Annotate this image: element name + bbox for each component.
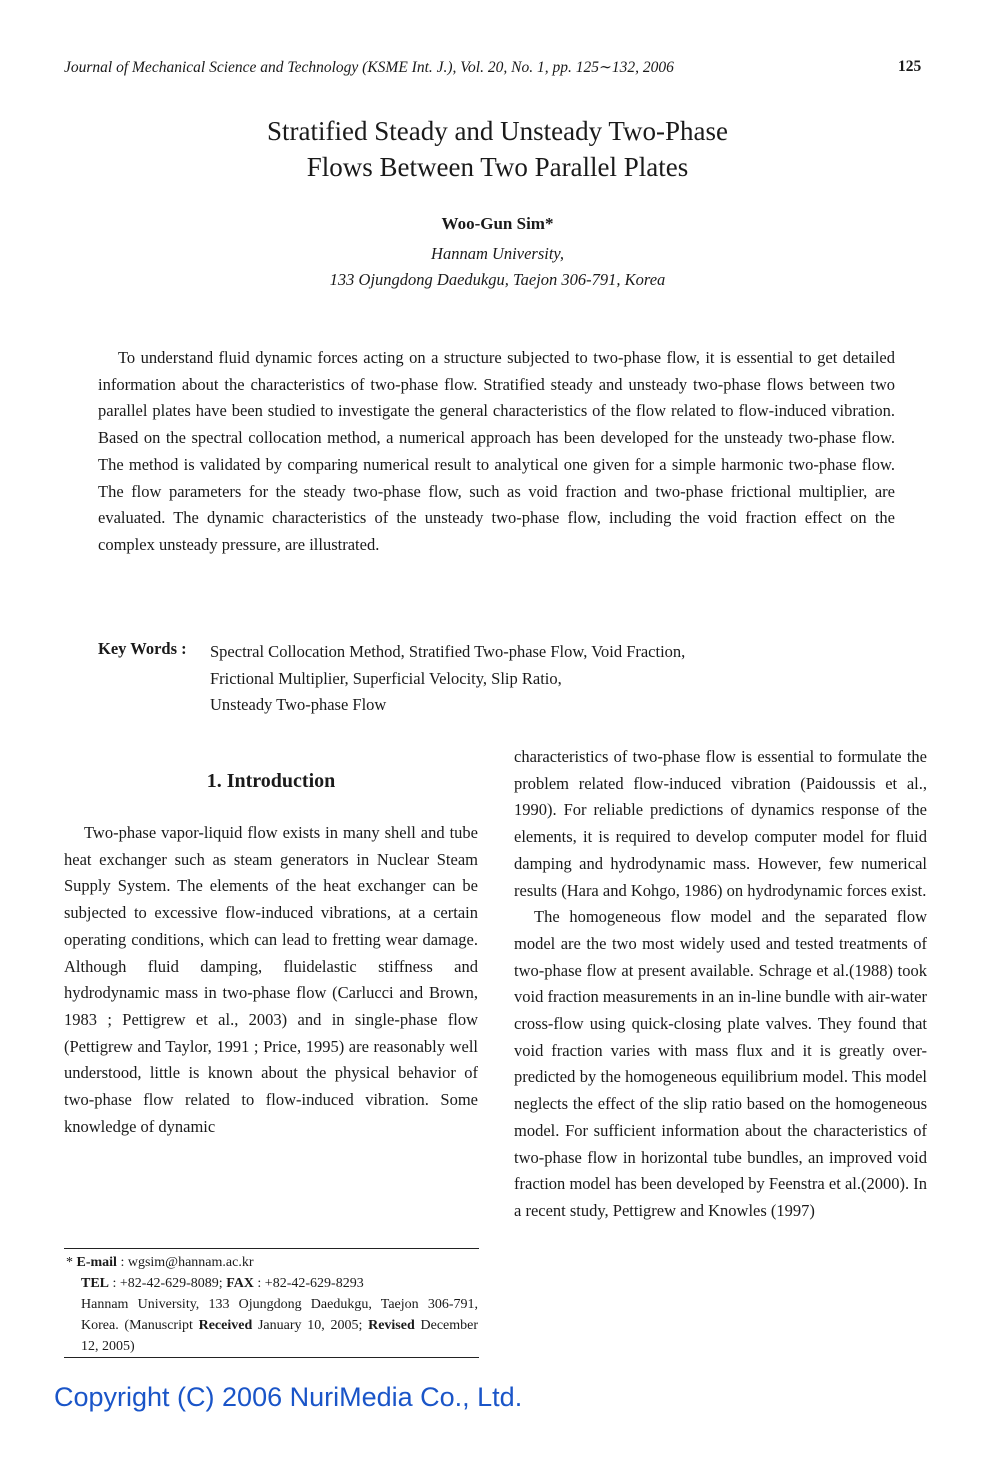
title-line-1: Stratified Steady and Unsteady Two-Phase [266, 116, 729, 146]
keywords-line-3: Unsteady Two-phase Flow [210, 695, 387, 714]
paper-title [0, 113, 995, 185]
right-paragraph-2: The homogeneous flow model and the separated flow model are the two most widely used and tested treatments of two-phase flow at present available. Schrage et al.(1988) took void fraction measurements in an in-line bundle with air-water cross-flow using quick-closing plate valves. They found that void fraction varies with mass flux and it is greatly over-predicted by the homogeneous equilibrium model. This model neglects the effect of the slip ratio based on the homogeneous model. For sufficient information about the characteristics of two-phase flow in horizontal tube bundles, an improved void fraction model has been developed by Feenstra et al.(2000). In a recent study, Pettigrew and Knowles (1997) [514, 907, 927, 1220]
keywords [210, 639, 900, 719]
footnote-address [66, 1294, 478, 1357]
email-label: E-mail [76, 1255, 117, 1270]
footnote [66, 1252, 478, 1357]
received-date: January 10, 2005; [257, 1318, 363, 1333]
keywords-label: Key Words : [98, 639, 187, 658]
affiliation-line-1: Hannam University, [431, 244, 564, 263]
journal-header: Journal of Mechanical Science and Technology (KSME Int. J.), Vol. 20, No. 1, pp. 125∼132, 2006 [64, 59, 674, 76]
footnote-divider-top [64, 1248, 479, 1249]
title-line-2: Flows Between Two Parallel Plates [306, 152, 689, 182]
tel-value: : +82-42-629-8089; [112, 1276, 223, 1291]
received-label: Received [198, 1318, 253, 1333]
footnote-divider-bottom [64, 1357, 479, 1358]
keywords-line-2: Frictional Multiplier, Superficial Velocity, Slip Ratio, [210, 668, 562, 688]
fax-value: : +82-42-629-8293 [257, 1276, 364, 1291]
introduction-left-column: Two-phase vapor-liquid flow exists in many shell and tube heat exchanger such as steam generators in Nuclear Steam Supply System. The elements of the heat exchanger can be subjected to excessive flow-induced vibrations, at a certain operating conditions, which can lead to fretting wear damage. Although fluid damping, fluidelastic stiffness and hydrodynamic mass in two-phase flow (Carlucci and Brown, 1983 ; Pettigrew et al., 2003) and in single-phase flow (Pettigrew and Taylor, 1991 ; Price, 1995) are reasonably well understood, little is known about the physical behavior of two-phase flow related to flow-induced vibration. Some knowledge of dynamic [64, 823, 478, 1136]
section-heading: 1. Introduction [206, 770, 336, 792]
author-affiliation [0, 241, 995, 293]
page-number: 125 [898, 58, 922, 75]
footnote-email-line: * E-mail : wgsim@hannam.ac.kr [66, 1255, 254, 1270]
tel-label: TEL [81, 1276, 110, 1291]
affiliation-line-2: 133 Ojungdong Daedukgu, Taejon 306-791, Korea [329, 270, 666, 289]
footnote-contact-line [66, 1273, 478, 1294]
email-value: : wgsim@hannam.ac.kr [120, 1255, 254, 1270]
copyright-watermark: Copyright (C) 2006 NuriMedia Co., Ltd. [54, 1382, 523, 1412]
revised-date: December 12, 2005) [81, 1318, 479, 1354]
keywords-line-1: Spectral Collocation Method, Stratified Two-phase Flow, Void Fraction, [210, 642, 686, 661]
abstract: To understand fluid dynamic forces acting on a structure subjected to two-phase flow, it is essential to get detailed information about the characteristics of two-phase flow. Stratified steady and unsteady two-phase flows between two parallel plates have been studied to investigate the general characteristics of the flow related to flow-induced vibration. Based on the spectral collocation method, a numerical approach has been developed for the unsteady two-phase flow. The method is validated by comparing numerical result to analytical one given for a simple harmonic two-phase flow. The flow parameters for the steady two-phase flow, such as void fraction and two-phase frictional multiplier, are evaluated. The dynamic characteristics of the unsteady two-phase flow, including the void fraction effect on the complex unsteady pressure, are illustrated. [98, 348, 895, 554]
revised-label: Revised [368, 1318, 415, 1333]
introduction-right-column [514, 744, 927, 1225]
right-paragraph-1: characteristics of two-phase flow is essential to formulate the problem related flow-induced vibration (Paidoussis et al., 1990). For reliable predictions of dynamics response of the elements, it is required to develop computer model for fluid damping and hydrodynamic mass. However, few numerical results (Hara and Kohgo, 1986) on hydrodynamic forces exist. [514, 747, 927, 900]
fax-label: FAX [226, 1276, 254, 1291]
author-name: Woo-Gun Sim* [441, 214, 554, 233]
address-text: Hannam University, 133 Ojungdong Daedukgu, Taejon 306-791, Korea. (Manuscript [81, 1297, 478, 1333]
